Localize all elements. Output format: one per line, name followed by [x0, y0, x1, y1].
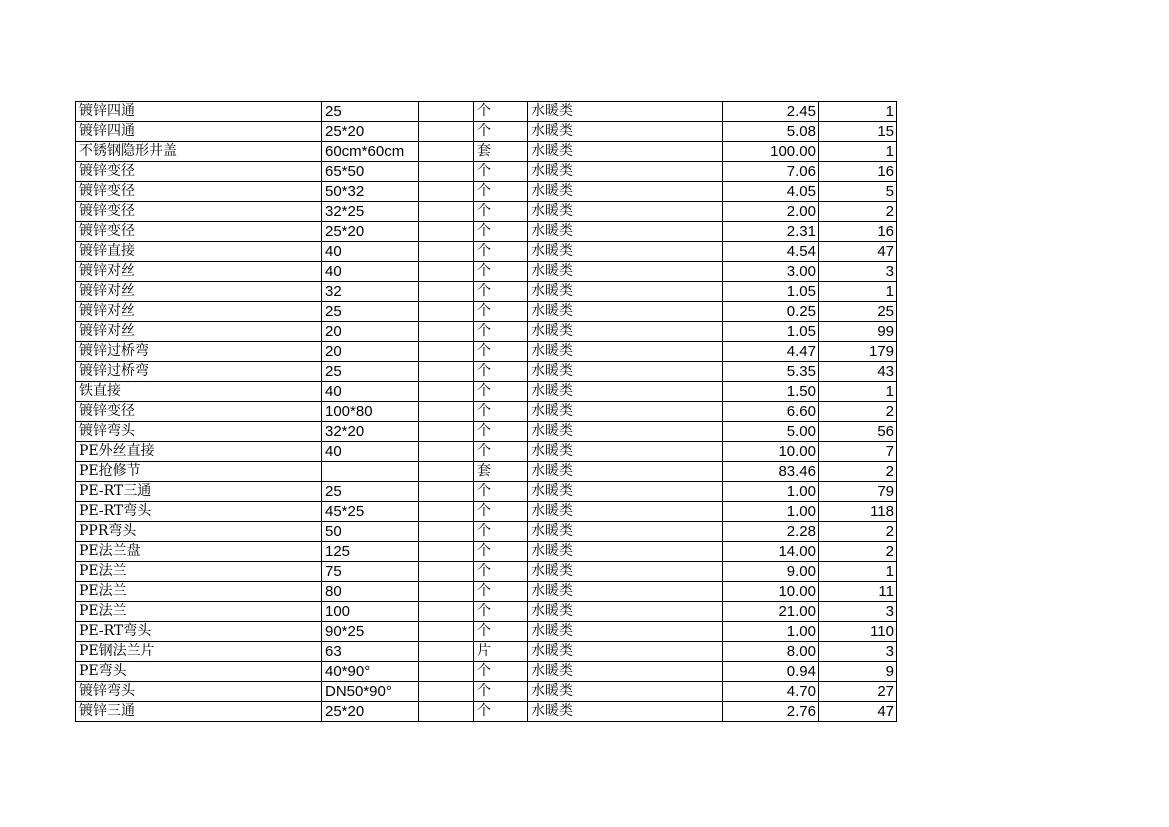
item-category-cell[interactable]: 水暖类 [528, 542, 723, 562]
item-qty-cell[interactable]: 11 [819, 582, 897, 602]
item-extra-cell[interactable] [419, 622, 474, 642]
item-spec-cell[interactable]: 40 [322, 442, 419, 462]
item-extra-cell[interactable] [419, 382, 474, 402]
item-spec-cell[interactable]: 40 [322, 262, 419, 282]
item-qty-cell[interactable]: 1 [819, 562, 897, 582]
item-qty-cell[interactable]: 110 [819, 622, 897, 642]
item-qty-cell[interactable]: 99 [819, 322, 897, 342]
item-spec-cell[interactable]: 25*20 [322, 702, 419, 722]
item-unit-cell[interactable]: 个 [474, 482, 528, 502]
item-price-cell[interactable]: 1.05 [723, 282, 819, 302]
item-name-cell[interactable]: PE-RT弯头 [76, 502, 322, 522]
item-qty-cell[interactable]: 1 [819, 282, 897, 302]
item-extra-cell[interactable] [419, 142, 474, 162]
item-price-cell[interactable]: 14.00 [723, 542, 819, 562]
item-category-cell[interactable]: 水暖类 [528, 362, 723, 382]
item-qty-cell[interactable]: 2 [819, 402, 897, 422]
item-category-cell[interactable]: 水暖类 [528, 102, 723, 122]
item-unit-cell[interactable]: 个 [474, 102, 528, 122]
table-row [76, 342, 897, 362]
item-qty-cell[interactable]: 2 [819, 202, 897, 222]
item-spec-cell[interactable]: 25 [322, 302, 419, 322]
item-category-cell[interactable]: 水暖类 [528, 242, 723, 262]
item-qty-cell[interactable]: 3 [819, 262, 897, 282]
item-category-cell[interactable]: 水暖类 [528, 182, 723, 202]
item-spec-cell[interactable]: 32*20 [322, 422, 419, 442]
table-row [76, 682, 897, 702]
item-category-cell[interactable]: 水暖类 [528, 342, 723, 362]
item-price-cell[interactable]: 21.00 [723, 602, 819, 622]
item-qty-cell[interactable]: 43 [819, 362, 897, 382]
item-spec-cell[interactable]: 25*20 [322, 122, 419, 142]
item-price-cell[interactable]: 1.00 [723, 502, 819, 522]
item-name-cell[interactable]: PE外丝直接 [76, 442, 322, 462]
item-unit-cell[interactable]: 个 [474, 622, 528, 642]
item-price-cell[interactable]: 10.00 [723, 582, 819, 602]
item-extra-cell[interactable] [419, 342, 474, 362]
item-extra-cell[interactable] [419, 682, 474, 702]
item-extra-cell[interactable] [419, 202, 474, 222]
item-category-cell[interactable]: 水暖类 [528, 442, 723, 462]
table-row [76, 602, 897, 622]
item-price-cell[interactable]: 2.28 [723, 522, 819, 542]
item-spec-cell[interactable]: 80 [322, 582, 419, 602]
item-category-cell[interactable]: 水暖类 [528, 662, 723, 682]
item-category-cell[interactable]: 水暖类 [528, 382, 723, 402]
item-name-cell[interactable]: 镀锌弯头 [76, 422, 322, 442]
item-price-cell[interactable]: 1.00 [723, 622, 819, 642]
table-row [76, 222, 897, 242]
item-price-cell[interactable]: 100.00 [723, 142, 819, 162]
item-name-cell[interactable]: 镀锌直接 [76, 242, 322, 262]
item-unit-cell[interactable]: 个 [474, 282, 528, 302]
item-price-cell[interactable]: 4.54 [723, 242, 819, 262]
item-spec-cell[interactable]: 20 [322, 342, 419, 362]
item-unit-cell[interactable]: 个 [474, 182, 528, 202]
item-category-cell[interactable]: 水暖类 [528, 522, 723, 542]
item-name-cell[interactable]: 镀锌弯头 [76, 682, 322, 702]
item-extra-cell[interactable] [419, 582, 474, 602]
item-qty-cell[interactable]: 9 [819, 662, 897, 682]
item-price-cell[interactable]: 0.25 [723, 302, 819, 322]
item-spec-cell[interactable]: 90*25 [322, 622, 419, 642]
item-spec-cell[interactable]: 50 [322, 522, 419, 542]
table-row [76, 362, 897, 382]
item-spec-cell[interactable]: DN50*90° [322, 682, 419, 702]
item-price-cell[interactable]: 2.00 [723, 202, 819, 222]
item-spec-cell[interactable]: 20 [322, 322, 419, 342]
item-name-cell[interactable]: PE法兰 [76, 602, 322, 622]
item-price-cell[interactable]: 0.94 [723, 662, 819, 682]
item-name-cell[interactable]: PE钢法兰片 [76, 642, 322, 662]
item-extra-cell[interactable] [419, 362, 474, 382]
item-qty-cell[interactable]: 179 [819, 342, 897, 362]
item-extra-cell[interactable] [419, 322, 474, 342]
item-spec-cell[interactable]: 40*90° [322, 662, 419, 682]
item-extra-cell[interactable] [419, 182, 474, 202]
item-category-cell[interactable]: 水暖类 [528, 562, 723, 582]
table-row [76, 702, 897, 722]
item-unit-cell[interactable]: 套 [474, 462, 528, 482]
item-price-cell[interactable]: 4.05 [723, 182, 819, 202]
item-qty-cell[interactable]: 118 [819, 502, 897, 522]
item-price-cell[interactable]: 10.00 [723, 442, 819, 462]
item-unit-cell[interactable]: 个 [474, 542, 528, 562]
item-qty-cell[interactable]: 79 [819, 482, 897, 502]
item-price-cell[interactable]: 5.00 [723, 422, 819, 442]
item-unit-cell[interactable]: 片 [474, 642, 528, 662]
item-category-cell[interactable]: 水暖类 [528, 482, 723, 502]
item-qty-cell[interactable]: 2 [819, 462, 897, 482]
item-name-cell[interactable]: PE-RT三通 [76, 482, 322, 502]
item-price-cell[interactable]: 8.00 [723, 642, 819, 662]
table-row [76, 442, 897, 462]
item-extra-cell[interactable] [419, 302, 474, 322]
item-qty-cell[interactable]: 5 [819, 182, 897, 202]
item-name-cell[interactable]: 镀锌变径 [76, 202, 322, 222]
table-row [76, 642, 897, 662]
item-unit-cell[interactable]: 个 [474, 402, 528, 422]
table-row [76, 122, 897, 142]
item-category-cell[interactable]: 水暖类 [528, 422, 723, 442]
item-spec-cell[interactable]: 32*25 [322, 202, 419, 222]
item-qty-cell[interactable]: 2 [819, 522, 897, 542]
inventory-table [75, 101, 897, 722]
item-price-cell[interactable]: 5.08 [723, 122, 819, 142]
item-unit-cell[interactable]: 个 [474, 422, 528, 442]
item-category-cell[interactable]: 水暖类 [528, 702, 723, 722]
item-price-cell[interactable]: 2.76 [723, 702, 819, 722]
item-unit-cell[interactable]: 个 [474, 222, 528, 242]
item-name-cell[interactable]: PE-RT弯头 [76, 622, 322, 642]
item-unit-cell[interactable]: 个 [474, 242, 528, 262]
item-extra-cell[interactable] [419, 462, 474, 482]
item-category-cell[interactable]: 水暖类 [528, 622, 723, 642]
item-qty-cell[interactable]: 47 [819, 702, 897, 722]
item-extra-cell[interactable] [419, 422, 474, 442]
item-name-cell[interactable]: 镀锌对丝 [76, 282, 322, 302]
item-name-cell[interactable]: 镀锌四通 [76, 102, 322, 122]
item-extra-cell[interactable] [419, 482, 474, 502]
item-category-cell[interactable]: 水暖类 [528, 322, 723, 342]
item-name-cell[interactable]: 镀锌变径 [76, 222, 322, 242]
table-row [76, 262, 897, 282]
inventory-table-body [76, 102, 897, 722]
item-category-cell[interactable]: 水暖类 [528, 402, 723, 422]
item-extra-cell[interactable] [419, 282, 474, 302]
item-spec-cell[interactable]: 25 [322, 482, 419, 502]
item-spec-cell[interactable]: 32 [322, 282, 419, 302]
item-extra-cell[interactable] [419, 662, 474, 682]
item-category-cell[interactable]: 水暖类 [528, 202, 723, 222]
item-price-cell[interactable]: 2.31 [723, 222, 819, 242]
item-price-cell[interactable]: 6.60 [723, 402, 819, 422]
item-qty-cell[interactable]: 7 [819, 442, 897, 462]
item-price-cell[interactable]: 1.00 [723, 482, 819, 502]
item-category-cell[interactable]: 水暖类 [528, 122, 723, 142]
table-row [76, 482, 897, 502]
item-unit-cell[interactable]: 个 [474, 202, 528, 222]
item-extra-cell[interactable] [419, 702, 474, 722]
item-extra-cell[interactable] [419, 642, 474, 662]
item-name-cell[interactable]: 不锈钢隐形井盖 [76, 142, 322, 162]
item-name-cell[interactable]: 镀锌过桥弯 [76, 362, 322, 382]
item-extra-cell[interactable] [419, 162, 474, 182]
table-row [76, 462, 897, 482]
item-unit-cell[interactable]: 个 [474, 162, 528, 182]
item-unit-cell[interactable]: 套 [474, 142, 528, 162]
item-qty-cell[interactable]: 15 [819, 122, 897, 142]
table-row [76, 522, 897, 542]
item-spec-cell[interactable]: 75 [322, 562, 419, 582]
item-name-cell[interactable]: PE法兰 [76, 582, 322, 602]
item-unit-cell[interactable]: 个 [474, 122, 528, 142]
item-category-cell[interactable]: 水暖类 [528, 282, 723, 302]
item-spec-cell[interactable]: 25*20 [322, 222, 419, 242]
item-extra-cell[interactable] [419, 122, 474, 142]
item-unit-cell[interactable]: 个 [474, 342, 528, 362]
item-qty-cell[interactable]: 25 [819, 302, 897, 322]
item-unit-cell[interactable]: 个 [474, 562, 528, 582]
table-row [76, 282, 897, 302]
table-row [76, 542, 897, 562]
table-row [76, 242, 897, 262]
item-spec-cell[interactable]: 50*32 [322, 182, 419, 202]
item-name-cell[interactable]: 铁直接 [76, 382, 322, 402]
item-price-cell[interactable]: 7.06 [723, 162, 819, 182]
item-spec-cell[interactable]: 60cm*60cm [322, 142, 419, 162]
item-unit-cell[interactable]: 个 [474, 382, 528, 402]
item-price-cell[interactable]: 9.00 [723, 562, 819, 582]
item-price-cell[interactable]: 1.50 [723, 382, 819, 402]
item-category-cell[interactable]: 水暖类 [528, 582, 723, 602]
item-qty-cell[interactable]: 3 [819, 642, 897, 662]
item-qty-cell[interactable]: 16 [819, 222, 897, 242]
item-price-cell[interactable]: 5.35 [723, 362, 819, 382]
item-category-cell[interactable]: 水暖类 [528, 462, 723, 482]
item-qty-cell[interactable]: 1 [819, 142, 897, 162]
item-name-cell[interactable]: 镀锌过桥弯 [76, 342, 322, 362]
item-extra-cell[interactable] [419, 242, 474, 262]
item-spec-cell[interactable]: 100*80 [322, 402, 419, 422]
table-row [76, 322, 897, 342]
item-category-cell[interactable]: 水暖类 [528, 682, 723, 702]
item-qty-cell[interactable]: 56 [819, 422, 897, 442]
item-spec-cell[interactable] [322, 462, 419, 482]
item-name-cell[interactable]: 镀锌对丝 [76, 322, 322, 342]
item-unit-cell[interactable]: 个 [474, 322, 528, 342]
item-name-cell[interactable]: PPR弯头 [76, 522, 322, 542]
item-spec-cell[interactable]: 25 [322, 102, 419, 122]
item-name-cell[interactable]: 镀锌对丝 [76, 302, 322, 322]
item-extra-cell[interactable] [419, 442, 474, 462]
item-category-cell[interactable]: 水暖类 [528, 142, 723, 162]
table-row [76, 562, 897, 582]
item-name-cell[interactable]: 镀锌四通 [76, 122, 322, 142]
item-unit-cell[interactable]: 个 [474, 302, 528, 322]
table-row [76, 102, 897, 122]
item-qty-cell[interactable]: 27 [819, 682, 897, 702]
item-qty-cell[interactable]: 47 [819, 242, 897, 262]
table-row [76, 662, 897, 682]
table-row [76, 162, 897, 182]
item-extra-cell[interactable] [419, 522, 474, 542]
table-row [76, 622, 897, 642]
item-unit-cell[interactable]: 个 [474, 262, 528, 282]
item-price-cell[interactable]: 2.45 [723, 102, 819, 122]
item-name-cell[interactable]: PE抢修节 [76, 462, 322, 482]
table-row [76, 302, 897, 322]
item-extra-cell[interactable] [419, 102, 474, 122]
item-category-cell[interactable]: 水暖类 [528, 502, 723, 522]
item-qty-cell[interactable]: 1 [819, 382, 897, 402]
item-name-cell[interactable]: PE法兰 [76, 562, 322, 582]
item-spec-cell[interactable]: 25 [322, 362, 419, 382]
item-name-cell[interactable]: PE弯头 [76, 662, 322, 682]
item-extra-cell[interactable] [419, 542, 474, 562]
item-price-cell[interactable]: 1.05 [723, 322, 819, 342]
item-unit-cell[interactable]: 个 [474, 362, 528, 382]
item-qty-cell[interactable]: 1 [819, 102, 897, 122]
item-unit-cell[interactable]: 个 [474, 702, 528, 722]
item-category-cell[interactable]: 水暖类 [528, 222, 723, 242]
item-category-cell[interactable]: 水暖类 [528, 302, 723, 322]
item-unit-cell[interactable]: 个 [474, 682, 528, 702]
item-extra-cell[interactable] [419, 502, 474, 522]
table-row [76, 142, 897, 162]
item-extra-cell[interactable] [419, 602, 474, 622]
item-price-cell[interactable]: 4.70 [723, 682, 819, 702]
table-row [76, 502, 897, 522]
item-name-cell[interactable]: 镀锌变径 [76, 162, 322, 182]
item-spec-cell[interactable]: 65*50 [322, 162, 419, 182]
item-name-cell[interactable]: 镀锌变径 [76, 182, 322, 202]
item-spec-cell[interactable]: 100 [322, 602, 419, 622]
item-unit-cell[interactable]: 个 [474, 522, 528, 542]
item-name-cell[interactable]: 镀锌对丝 [76, 262, 322, 282]
table-row [76, 582, 897, 602]
item-category-cell[interactable]: 水暖类 [528, 262, 723, 282]
item-unit-cell[interactable]: 个 [474, 502, 528, 522]
item-category-cell[interactable]: 水暖类 [528, 602, 723, 622]
item-extra-cell[interactable] [419, 402, 474, 422]
item-name-cell[interactable]: 镀锌三通 [76, 702, 322, 722]
item-qty-cell[interactable]: 3 [819, 602, 897, 622]
item-qty-cell[interactable]: 2 [819, 542, 897, 562]
item-extra-cell[interactable] [419, 262, 474, 282]
item-extra-cell[interactable] [419, 562, 474, 582]
item-extra-cell[interactable] [419, 222, 474, 242]
item-spec-cell[interactable]: 40 [322, 242, 419, 262]
item-price-cell[interactable]: 3.00 [723, 262, 819, 282]
item-price-cell[interactable]: 83.46 [723, 462, 819, 482]
item-spec-cell[interactable]: 45*25 [322, 502, 419, 522]
item-category-cell[interactable]: 水暖类 [528, 162, 723, 182]
table-row [76, 402, 897, 422]
table-row [76, 202, 897, 222]
item-unit-cell[interactable]: 个 [474, 442, 528, 462]
item-spec-cell[interactable]: 40 [322, 382, 419, 402]
item-unit-cell[interactable]: 个 [474, 662, 528, 682]
table-row [76, 182, 897, 202]
item-price-cell[interactable]: 4.47 [723, 342, 819, 362]
table-row [76, 422, 897, 442]
item-unit-cell[interactable]: 个 [474, 582, 528, 602]
table-row [76, 382, 897, 402]
item-spec-cell[interactable]: 63 [322, 642, 419, 662]
item-category-cell[interactable]: 水暖类 [528, 642, 723, 662]
item-unit-cell[interactable]: 个 [474, 602, 528, 622]
item-name-cell[interactable]: PE法兰盘 [76, 542, 322, 562]
item-qty-cell[interactable]: 16 [819, 162, 897, 182]
item-name-cell[interactable]: 镀锌变径 [76, 402, 322, 422]
item-spec-cell[interactable]: 125 [322, 542, 419, 562]
